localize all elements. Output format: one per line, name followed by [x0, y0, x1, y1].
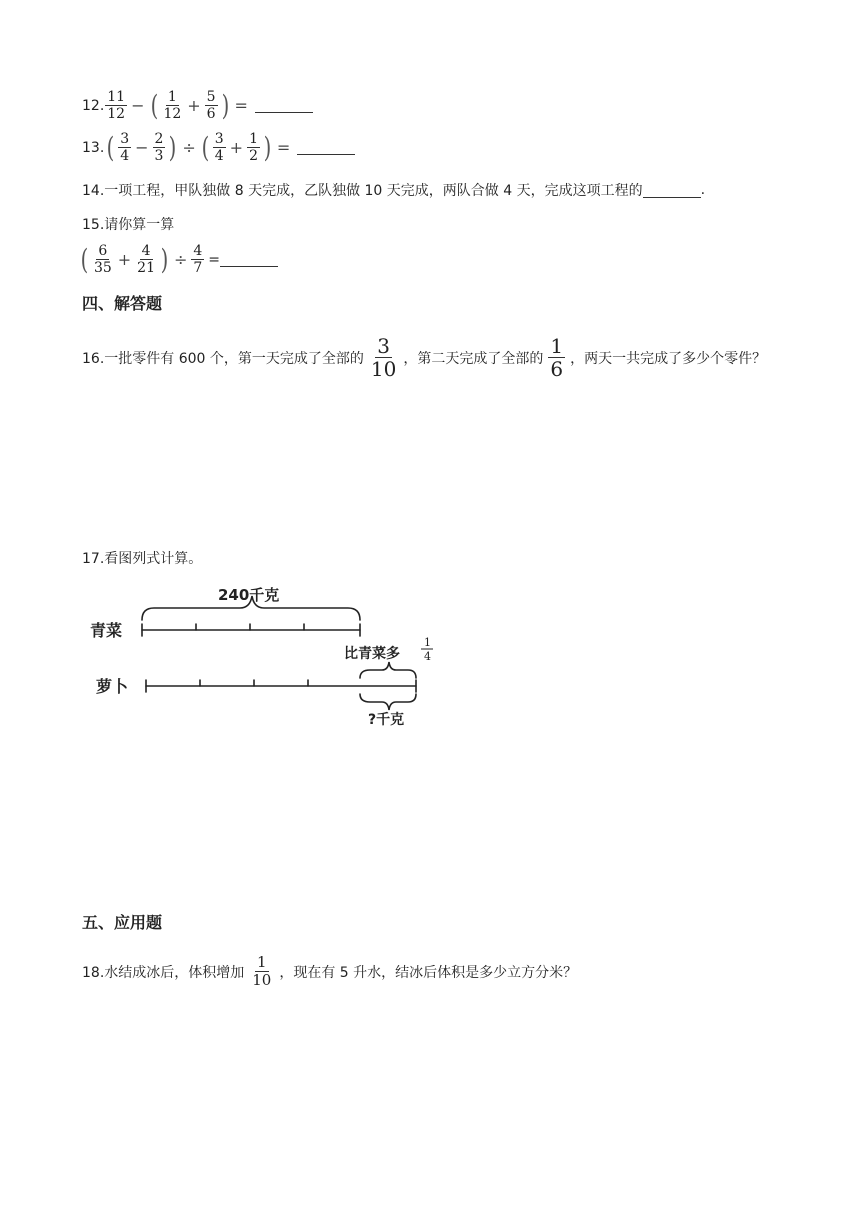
fraction: $\frac{2}{3}$ [154, 131, 164, 164]
question-12: 12. $\frac{11}{12}$ − ( $\frac{1}{12}$ + $\frac{5}{6}$ ) = [82, 90, 313, 121]
equals-sign: = [234, 96, 248, 115]
operator: + [229, 138, 244, 157]
question-text: 14.一项工程，甲队独做 8 天完成，乙队独做 10 天完成，两队合做 4 天，完成这项工程的 [82, 183, 643, 199]
total-label: 240千克 [218, 586, 280, 604]
question-text: ，现在有 5 升水，结冰后体积是多少立方分米？ [279, 964, 578, 981]
more-fraction-num: 1 [424, 636, 431, 649]
section-heading: 五、应用题 [82, 913, 163, 932]
fraction: $\frac{4}{7}$ [193, 243, 203, 276]
fraction: $\frac{11}{12}$ [107, 89, 126, 122]
question-text: ，第二天完成了全部的 [403, 350, 544, 367]
more-fraction-den: 4 [424, 650, 431, 663]
operator: + [117, 250, 132, 269]
question-number: 13. [82, 139, 105, 156]
line-segment-diagram [90, 578, 450, 726]
question-text: 15.请你算一算 [82, 217, 175, 233]
extra-lower-brace [360, 694, 416, 710]
question-14 [82, 180, 705, 200]
question-text: 16.一批零件有 600 个，第一天完成了全部的 [82, 350, 364, 367]
answer-blank[interactable] [643, 183, 701, 198]
question-text: 17.看图列式计算。 [82, 551, 203, 567]
question-number: 12. [82, 97, 105, 114]
question-15-title [82, 214, 174, 234]
question-15-expression: ( $\frac{6}{35}$ + $\frac{4}{21}$ ) ÷ $\frac{4}{7}$ = [78, 244, 278, 275]
more-label: 比青菜多 [344, 646, 400, 662]
fraction: $\frac{3}{10}$ [370, 334, 397, 381]
question-16 [82, 336, 766, 379]
fraction: $\frac{4}{21}$ [137, 243, 155, 276]
answer-blank[interactable] [220, 252, 278, 267]
operator: ÷ [182, 138, 196, 157]
operator: ÷ [173, 250, 188, 269]
fraction: $\frac{3}{4}$ [214, 131, 224, 164]
fraction: $\frac{3}{4}$ [120, 131, 130, 164]
operator: − [131, 96, 145, 115]
operator: + [187, 96, 201, 115]
section-heading: 四、解答题 [82, 294, 163, 313]
radish-label: 萝卜 [96, 677, 129, 696]
fraction: $\frac{1}{10}$ [252, 953, 272, 989]
vegetable-label: 青菜 [90, 621, 123, 640]
question-text: ，两天一共完成了多少个零件？ [570, 350, 767, 367]
question-label: ?千克 [368, 712, 405, 726]
question-text: 18.水结成冰后，体积增加 [82, 964, 245, 981]
period: . [700, 182, 706, 198]
operator: − [135, 138, 149, 157]
fraction: $\frac{1}{12}$ [163, 89, 182, 122]
question-17 [82, 548, 202, 568]
question-18 [82, 955, 577, 988]
answer-blank[interactable] [255, 98, 313, 113]
extra-upper-brace [360, 662, 416, 678]
equals-sign: = [276, 138, 291, 157]
fraction: $\frac{6}{35}$ [93, 243, 112, 276]
question-13: 13. ( $\frac{3}{4}$ − $\frac{2}{3}$ ) ÷ ( $\frac{3}{4}$ + $\frac{1}{2}$ ) = [82, 132, 355, 163]
fraction: $\frac{1}{2}$ [249, 131, 258, 164]
answer-blank[interactable] [297, 140, 355, 155]
fraction: $\frac{5}{6}$ [206, 89, 216, 122]
equals-sign: = [208, 251, 220, 268]
fraction: $\frac{1}{6}$ [550, 334, 564, 381]
